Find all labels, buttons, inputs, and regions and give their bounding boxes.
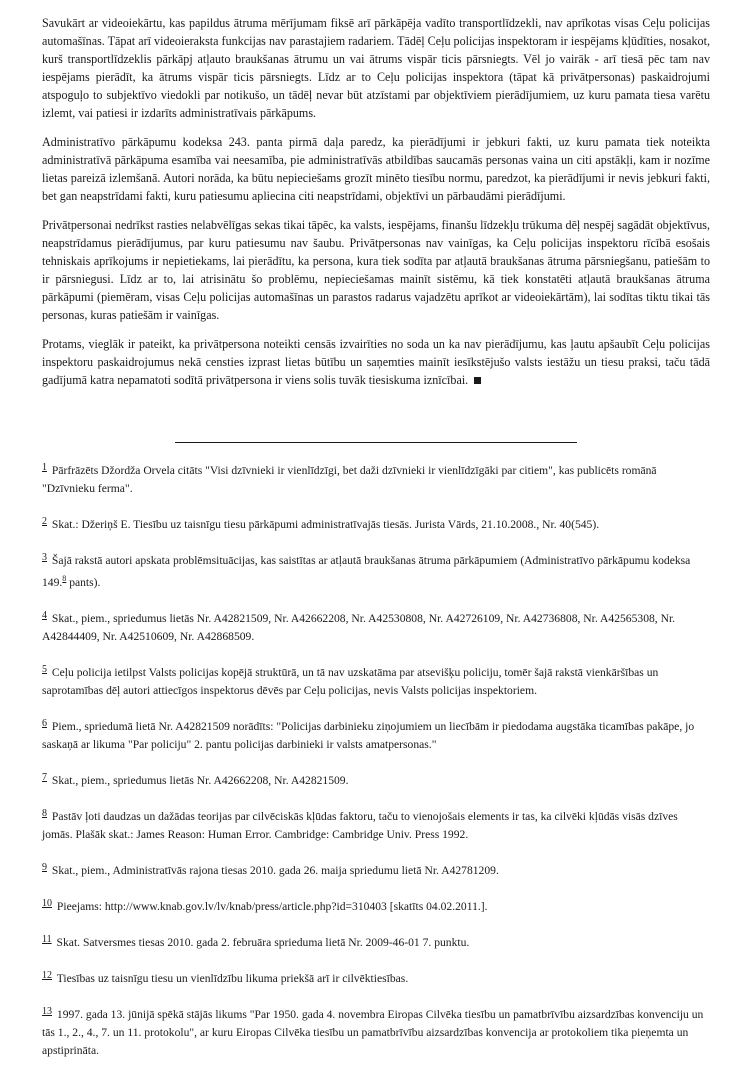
paragraph: Administratīvo pārkāpumu kodeksa 243. panta pirmā daļa paredz, ka pierādījumi ir jebkuri fakti, uz kuru pamata tiek noteikta administratīvā pārkāpuma esamība vai neesamība, pie administratīvās atbildības saucamās personas vaina un citi apstākļi, kam ir nozīme lietas pareizā izlemšanā. Autori norāda, ka būtu nepieciešams grozīt minēto tiesību normu, paredzot, ka pierādījumi ir nevis jebkuri fakti, bet gan neapstrīdami fakti, kuru patiesumu apliecina citi neapstrīdami, objektīvi un pārbaudāmi pierādījumi. (42, 135, 710, 203)
article-body (42, 14, 710, 400)
footnote-text: Skat., piem., spriedumus lietās Nr. A42662208, Nr. A42821509. (51, 774, 349, 787)
footnote-text: Skat. Satversmes tiesas 2010. gada 2. februāra sprieduma lietā Nr. 2009-46-01 7. punktu. (56, 936, 470, 949)
footnote (42, 859, 710, 880)
footnote-number[interactable]: 3 (42, 552, 47, 563)
footnote-number[interactable]: 1 (42, 462, 47, 473)
footnote (42, 661, 710, 700)
footnote (42, 715, 710, 754)
paragraph-text: Protams, vieglāk ir pateikt, ka privātpersona noteikti censās izvairīties no soda un ka nav pierādījumu, kas ļautu apšaubīt Ceļu policijas inspektoru paskaidrojumus nekā censties izprast lietas būtību un saņemties mainīt iesīkstējušo valsts iestāžu un tiesu praksi, taču tādā gadījumā katra nepamatoti sodītā privātpersona ir viens solis tuvāk tiesiskuma iznīcībai. (42, 337, 710, 387)
footnote-number[interactable]: 6 (42, 718, 47, 729)
footnote (42, 459, 710, 498)
paragraph: Privātpersonai nedrīkst rasties nelabvēlīgas sekas tikai tāpēc, ka valsts, iespējams, finanšu līdzekļu trūkuma dēļ nespēj sagādāt objektīvus, neapstrīdamus pierādījumus, par kuru patiesumu nav šaubu. Privātpersonas nav vainīgas, ka Ceļu policijas inspektoru rīcībā esošais tehniskais aprīkojums ir nepietiekams, lai pierādītu, ka persona, kura tiek sodīta par atļautā braukšanas ātruma pārsniegšanu, patiešām to ir pārsniegusi. Līdz ar to, lai atrisinātu šo problēmu, nepieciešamas mainīt sistēmu, kā tiek konstatēti atļautā braukšanas ātruma pārkāpumi (piemēram, visas Ceļu policijas automašīnas un parastos radarus vajadzētu aprīkot ar videoiekārtām), lai sodītas tiktu tikai tās personas, kuras patiešām ir vainīgas. (42, 218, 710, 322)
footnote-number[interactable]: 7 (42, 772, 47, 783)
footnote (42, 549, 710, 592)
footnote-text: Pastāv ļoti daudzas un dažādas teorijas par cilvēciskās kļūdas faktoru, taču to vienojošais elements ir tas, ka cilvēki kļūdās visās dzīves jomās. Plašāk skat.: James Reason: Human Error. Cambridge: Cambridge Univ. Press 1992. (42, 810, 678, 841)
footnote-number[interactable]: 10 (42, 898, 52, 909)
footnote-number[interactable]: 2 (42, 516, 47, 527)
footnote (42, 1003, 710, 1060)
footnote-text: Ceļu policija ietilpst Valsts policijas kopējā struktūrā, un tā nav uzskatāma par atsevišķu policiju, tomēr šajā rakstā vienkāršības un saprotamības dēļ autori attiecīgos inspektorus dēvēs par Ceļu policijas, nevis Valsts policijas inspektoriem. (42, 666, 659, 697)
footnote-text: Skat.: Džeriņš E. Tiesību uz taisnīgu tiesu pārkāpumi administratīvajās tiesās. Jurista Vārds, 21.10.2008., Nr. 40(545). (51, 518, 600, 531)
footnote-separator (175, 442, 577, 443)
footnote (42, 895, 710, 916)
paragraph: Savukārt ar videoiekārtu, kas papildus ātruma mērījumam fiksē arī pārkāpēja vadīto transportlīdzekli, nav aprīkotas visas Ceļu policijas automašīnas. Tāpat arī videoieraksta funkcijas nav parastajiem radariem. Tādēļ Ceļu policijas inspektoram ir iespējams kļūdīties, nosakot, kurš transportlīdzeklis pārkāpj atļauto braukšanas ātrumu un vai ātrums vispār ticis pārsniegts. Vēl jo vairāk - arī tiesā pēc tam nav iespējams pierādīt, ka ātrums vispār ticis pārsniegts. Līdz ar to Ceļu policijas inspektora (tāpat kā privātpersonas) paskaidrojumi atspoguļo to subjektīvo viedokli par notikušo, un tādēļ nevar būt atzīstami par objektīviem pierādījumiem, uz kuru pamata tiesa varētu izlemt, vai patiesi ir izdarīts administratīvais pārkāpums. (42, 16, 710, 120)
footnote-number[interactable]: 9 (42, 862, 47, 873)
paragraph-final (42, 335, 710, 389)
footnote (42, 769, 710, 790)
footnotes (42, 459, 710, 1075)
footnote (42, 513, 710, 534)
footnote (42, 805, 710, 844)
footnote-number[interactable]: 8 (42, 808, 47, 819)
footnote-text: Skat., piem., Administratīvās rajona tiesas 2010. gada 26. maija spriedumu lietā Nr. A42781209. (51, 864, 499, 877)
footnote (42, 607, 710, 646)
end-of-article-mark (474, 377, 481, 384)
footnote-text: 1997. gada 13. jūnijā spēkā stājās likums "Par 1950. gada 4. novembra Eiropas Cilvēka tiesību un pamatbrīvību aizsardzības konvenciju un tās 1., 2., 4., 7. un 11. protokolu", ar kuru Eiropas Cilvēka tiesību un pamatbrīvību aizsardzības konvencija ar protokoliem tika pieņemta un apstiprināta. (42, 1008, 704, 1057)
footnote-text: Pieejams: http://www.knab.gov.lv/lv/knab/press/article.php?id=310403 [skatīts 04.02.2011.]. (56, 900, 488, 913)
footnote-superscript: 8 (62, 574, 67, 583)
footnote-text: Piem., spriedumā lietā Nr. A42821509 norādīts: "Policijas darbinieku ziņojumiem un liecībām ir piedodama augstāka ticamības pakāpe, jo saskaņā ar likuma "Par policiju" 2. pantu policijas darbinieki ir valsts amatpersonas." (42, 720, 695, 751)
footnote (42, 967, 710, 988)
footnote-text-end: pants). (66, 576, 101, 589)
footnote-number[interactable]: 13 (42, 1006, 52, 1017)
footnote (42, 931, 710, 952)
footnote-text: Šajā rakstā autori apskata problēmsituācijas, kas saistītas ar atļautā braukšanas ātruma pārkāpumiem (Administratīvo pārkāpumu kodeksa 149. (42, 554, 691, 589)
footnote-number[interactable]: 4 (42, 610, 47, 621)
footnote-number[interactable]: 12 (42, 970, 52, 981)
footnote-number[interactable]: 5 (42, 664, 47, 675)
footnote-text: Skat., piem., spriedumus lietās Nr. A42821509, Nr. A42662208, Nr. A42530808, Nr. A42726109, Nr. A42736808, Nr. A42565308, Nr. A42844409, Nr. A42510609, Nr. A42868509. (42, 612, 676, 643)
footnote-text: Pārfrāzēts Džordža Orvela citāts "Visi dzīvnieki ir vienlīdzīgi, bet daži dzīvnieki ir vienlīdzīgāki par citiem", kas publicēts romānā "Dzīvnieku ferma". (42, 464, 657, 495)
footnote-number[interactable]: 11 (42, 934, 52, 945)
footnote-text: Tiesības uz taisnīgu tiesu un vienlīdzību likuma priekšā arī ir cilvēktiesības. (56, 972, 409, 985)
